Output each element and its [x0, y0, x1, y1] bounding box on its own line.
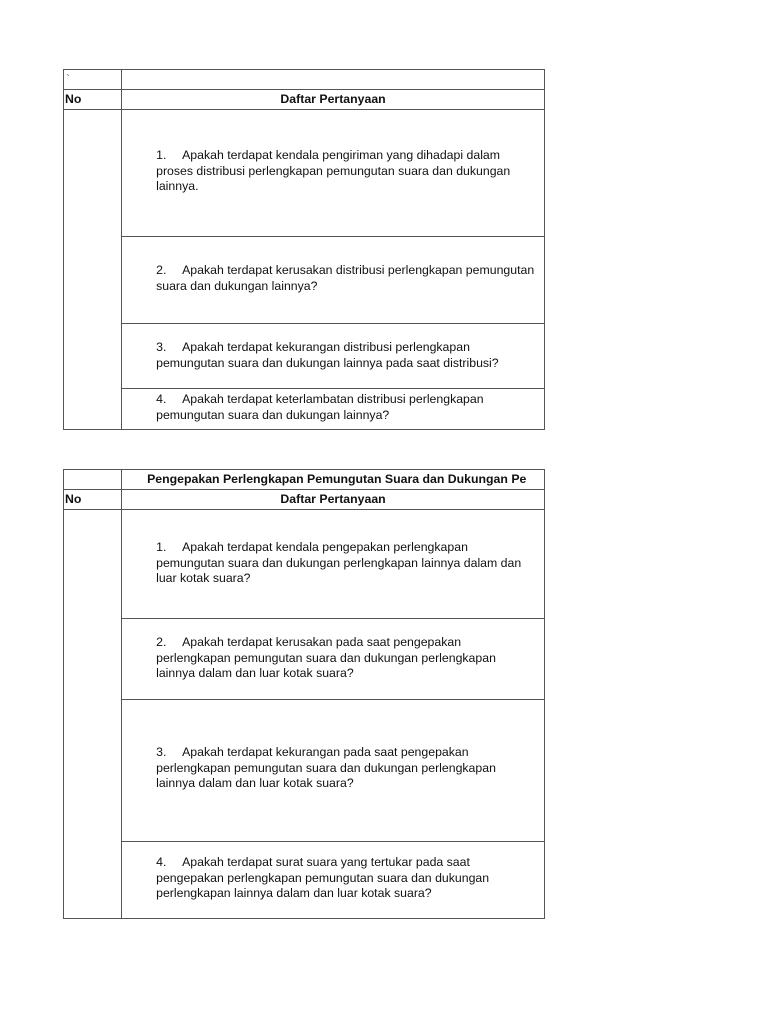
question-text: Apakah terdapat kendala pengiriman yang dihadapi dalam proses distribusi perlengkapan pemungutan suara dan dukungan lainnya.: [156, 148, 511, 193]
question-number: 4.: [156, 392, 167, 406]
no-cell-empty: [64, 110, 122, 430]
question-number: 3.: [156, 745, 167, 759]
question-row: [64, 324, 545, 389]
question-row: [64, 700, 545, 842]
question-text: Apakah terdapat keterlambatan distribusi perlengkapan pemungutan suara dan dukungan lainnya?: [156, 392, 484, 422]
question-cell: [122, 237, 545, 324]
question-number: 1.: [156, 148, 167, 162]
section-title: [122, 70, 545, 90]
header-questions: Daftar Pertanyaan: [122, 90, 545, 110]
question-number: 1.: [156, 540, 167, 554]
section-title-row: [64, 470, 545, 490]
question-text: Apakah terdapat kendala pengepakan perlengkapan pemungutan suara dan dukungan perlengkapan lainnya dalam dan luar kotak suara?: [156, 540, 522, 585]
question-text: Apakah terdapat kekurangan pada saat pengepakan perlengkapan pemungutan suara dan dukungan perlengkapan lainnya dalam dan luar kotak suara?: [156, 745, 496, 790]
question-row: [64, 237, 545, 324]
header-no: No: [64, 490, 122, 510]
questionnaire-table-distribution: [63, 69, 545, 430]
question-number: 4.: [156, 855, 167, 869]
question-text: Apakah terdapat kerusakan distribusi perlengkapan pemungutan suara dan dukungan lainnya?: [156, 263, 535, 293]
question-row: [64, 389, 545, 430]
header-row: [64, 90, 545, 110]
question-number: 2.: [156, 263, 167, 277]
header-row: [64, 490, 545, 510]
no-cell-empty: [64, 510, 122, 919]
question-row: [64, 842, 545, 919]
question-cell: [122, 510, 545, 619]
questionnaire-table-packing: [63, 469, 545, 919]
question-text: Apakah terdapat surat suara yang tertukar pada saat pengepakan perlengkapan pemungutan suara dan dukungan perlengkapan lainnya dalam dan luar kotak suara?: [156, 855, 490, 900]
header-questions: Daftar Pertanyaan: [122, 490, 545, 510]
question-number: 2.: [156, 635, 167, 649]
question-row: [64, 510, 545, 619]
question-cell: [122, 324, 545, 389]
question-cell: [122, 842, 545, 919]
question-cell: [122, 389, 545, 430]
question-cell: [122, 110, 545, 237]
header-no: No: [64, 90, 122, 110]
section-title: Pengepakan Perlengkapan Pemungutan Suara dan Dukungan Pe: [122, 470, 545, 490]
section-title-empty-cell: [64, 470, 122, 490]
section-title-row: [64, 70, 545, 90]
question-cell: [122, 619, 545, 700]
question-row: [64, 110, 545, 237]
corner-mark: `: [64, 70, 122, 90]
question-cell: [122, 700, 545, 842]
question-number: 3.: [156, 340, 167, 354]
question-text: Apakah terdapat kerusakan pada saat pengepakan perlengkapan pemungutan suara dan dukungan perlengkapan lainnya dalam dan luar kotak suara?: [156, 635, 496, 680]
question-row: [64, 619, 545, 700]
question-text: Apakah terdapat kekurangan distribusi perlengkapan pemungutan suara dan dukungan lainnya pada saat distribusi?: [156, 340, 499, 370]
